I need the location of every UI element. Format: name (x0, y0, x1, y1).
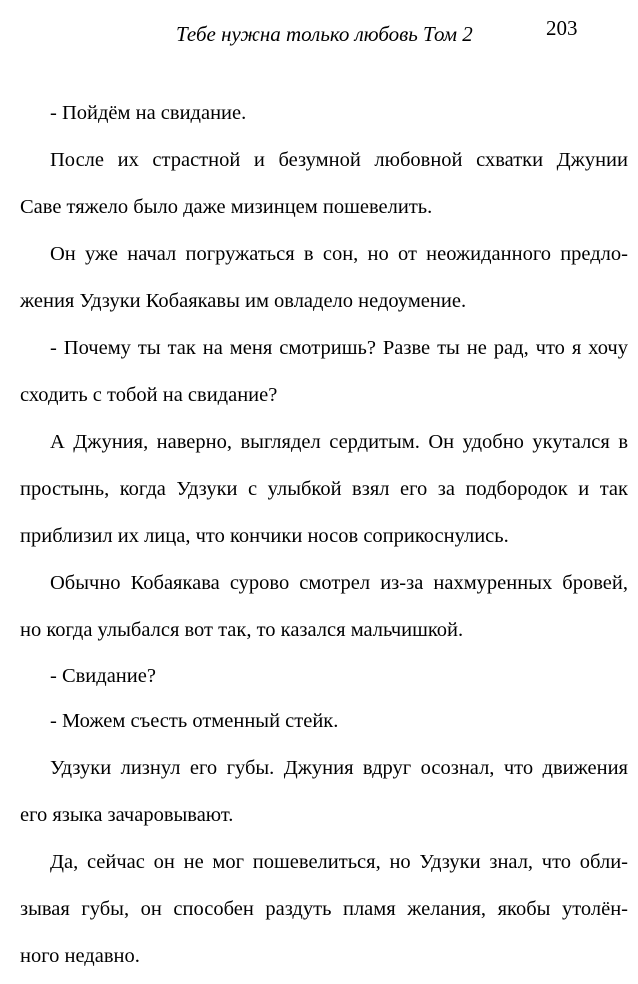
text-line: Саве тяжело было даже мизинцем пошевелить. (20, 196, 433, 218)
text-line: зывая губы, он способен раздуть пламя желания, якобы утолён- (20, 898, 628, 920)
text-line: - Пойдём на свидание. (50, 102, 247, 124)
page-number: 203 (546, 16, 578, 40)
text-line: жения Удзуки Кобаякавы им овладело недоумение. (20, 290, 467, 312)
text-line: но когда улыбался вот так, то казался мальчишкой. (20, 619, 464, 641)
text-line: Обычно Кобаякава сурово смотрел из-за нахмуренных бровей, (50, 572, 628, 594)
text-line: его языка зачаровывают. (20, 804, 234, 826)
text-line: - Можем съесть отменный стейк. (50, 710, 339, 732)
text-line: Да, сейчас он не мог пошевелиться, но Удзуки знал, что обли- (50, 851, 628, 873)
running-header-title: Тебе нужна только любовь Том 2 (176, 22, 473, 46)
text-line: Он уже начал погружаться в сон, но от неожиданного предло- (50, 243, 628, 265)
text-line: ного недавно. (20, 945, 140, 967)
text-line: сходить с тобой на свидание? (20, 384, 278, 406)
text-line: А Джуния, наверно, выглядел сердитым. Он удобно укутался в (50, 431, 628, 453)
text-line: После их страстной и безумной любовной схватки Джунии (50, 149, 628, 171)
text-line: - Почему ты так на меня смотришь? Разве ты не рад, что я хочу (50, 337, 628, 359)
text-line: приблизил их лица, что кончики носов соприкоснулись. (20, 525, 509, 547)
text-line: - Свидание? (50, 665, 156, 687)
text-line: Удзуки лизнул его губы. Джуния вдруг осознал, что движения (50, 757, 628, 779)
text-line: простынь, когда Удзуки с улыбкой взял его за подбородок и так (20, 478, 628, 500)
